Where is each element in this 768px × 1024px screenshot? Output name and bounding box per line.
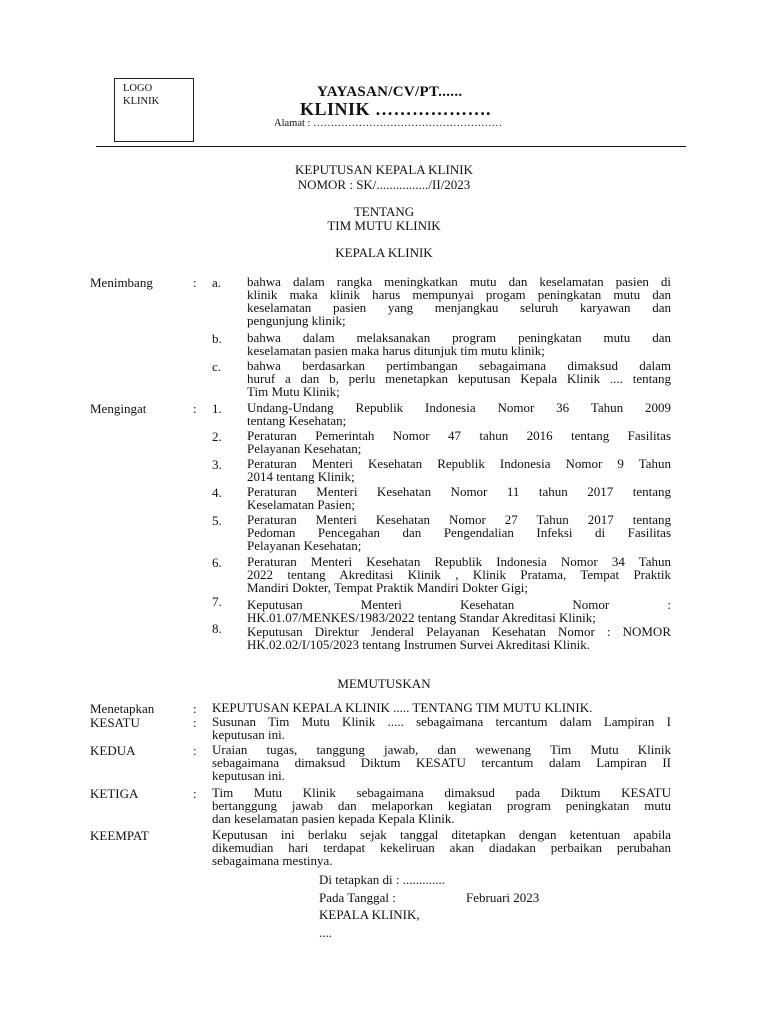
- text-line: klinik maka klinik harus mempunyai progam peningkatan mutu dan: [247, 287, 671, 302]
- text-line: bahwa berdasarkan pertimbangan sebagaimana dimaksud dalam: [247, 358, 671, 373]
- text-line: keputusan ini.: [212, 768, 285, 783]
- mengingat-item-4: [247, 485, 671, 511]
- text-line: Keselamatan Pasien;: [247, 497, 355, 512]
- text-line: 2022 tentang Akreditasi Klinik , Klinik Pratama, Tempat Praktik: [247, 567, 671, 582]
- text-line: pengunjung klinik;: [247, 313, 346, 328]
- header-divider: [96, 146, 686, 147]
- text-line: Peraturan Menteri Kesehatan Nomor 27 Tahun 2017 tentang: [247, 512, 671, 527]
- text-line: dan keselamatan pasien kepada Kepala Klinik.: [212, 811, 455, 826]
- text-line: dikemudian hari terdapat kekeliruan akan diadakan perbaikan perubahan: [212, 840, 671, 855]
- memutuskan-heading: MEMUTUSKAN: [337, 676, 431, 691]
- decision-text-ketiga: [212, 786, 671, 825]
- decision-text-keempat: [212, 828, 671, 867]
- text-line: bahwa dalam melaksanakan program peningkatan mutu dan: [247, 330, 671, 345]
- mengingat-item-5: [247, 513, 671, 552]
- text-line: bahwa dalam rangka meningkatkan mutu dan keselamatan pasien di: [247, 274, 671, 289]
- text-line: Mandiri Dokter, Tempat Praktik Mandiri Dokter Gigi;: [247, 580, 529, 595]
- text-line: keputusan ini.: [212, 727, 285, 742]
- decision-text-kesatu: [212, 715, 671, 741]
- decision-label-menetapkan: Menetapkan: [90, 701, 155, 716]
- list-marker: 7.: [212, 594, 222, 609]
- clinic-address: Alamat : ………………………………………………: [274, 118, 503, 129]
- logo-label-clinic: KLINIK: [123, 96, 160, 107]
- text-line: Keputusan Direktur Jenderal Pelayanan Kesehatan Nomor : NOMOR: [247, 624, 671, 639]
- issuer-heading: KEPALA KLINIK: [335, 245, 433, 260]
- list-marker: 3.: [212, 457, 222, 472]
- text-line: bertanggung jawab dan melaporkan kegiatan program peningkatan mutu: [212, 798, 671, 813]
- decision-label-kesatu: KESATU: [90, 715, 140, 730]
- decision-text-kedua: [212, 743, 671, 782]
- clinic-logo-placeholder: [114, 78, 194, 142]
- decree-number: NOMOR : SK/................/II/2023: [297, 177, 471, 192]
- text-line: keselamatan pasien yang menjangkau seluruh karyawan dan: [247, 300, 671, 315]
- text-line: KEPUTUSAN KEPALA KLINIK ..... TENTANG TIM MUTU KLINIK.: [212, 700, 593, 715]
- text-line: Tim Mutu Klinik;: [247, 384, 340, 399]
- mengingat-item-1: [247, 401, 671, 427]
- text-line: Tim Mutu Klinik sebagaimana dimaksud pada Diktum KESATU: [212, 785, 671, 800]
- mengingat-item-7: [247, 598, 671, 624]
- text-line: Pedoman Pencegahan dan Pengendalian Infeksi di Fasilitas: [247, 525, 671, 540]
- list-marker: 5.: [212, 513, 222, 528]
- menimbang-item-a: [247, 275, 671, 327]
- decision-colon: :: [193, 786, 197, 801]
- decision-colon: :: [193, 715, 197, 730]
- list-marker: b.: [212, 331, 222, 346]
- list-marker: 4.: [212, 485, 222, 500]
- text-line: Pelayanan Kesehatan;: [247, 538, 362, 553]
- signature-place: Di tetapkan di : .............: [319, 872, 446, 887]
- mengingat-item-2: [247, 429, 671, 455]
- decree-subject: TIM MUTU KLINIK: [327, 218, 441, 233]
- mengingat-item-3: [247, 457, 671, 483]
- clinic-name: KLINIK ……………….: [300, 99, 492, 119]
- list-marker: 1.: [212, 401, 222, 416]
- text-line: HK.02.02/I/105/2023 tentang Instrumen Survei Akreditasi Klinik.: [247, 637, 591, 652]
- text-line: Uraian tugas, tanggung jawab, dan wewenang Tim Mutu Klinik: [212, 742, 671, 757]
- text-line: keselamatan pasien maka harus ditunjuk tim mutu klinik;: [247, 343, 545, 358]
- signature-date-value: Februari 2023: [466, 890, 540, 905]
- text-line: Peraturan Pemerintah Nomor 47 tahun 2016 tentang Fasilitas: [247, 428, 671, 443]
- mengingat-colon: :: [193, 401, 197, 416]
- menimbang-colon: :: [193, 275, 197, 290]
- text-line: Pelayanan Kesehatan;: [247, 441, 362, 456]
- menimbang-label: Menimbang: [90, 275, 153, 290]
- menimbang-item-c: [247, 359, 671, 398]
- signature-title: KEPALA KLINIK,: [319, 907, 420, 922]
- mengingat-item-6: [247, 555, 671, 594]
- signature-name: ....: [319, 925, 332, 940]
- text-line: Peraturan Menteri Kesehatan Republik Indonesia Nomor 9 Tahun: [247, 456, 671, 471]
- list-marker: 6.: [212, 555, 222, 570]
- text-line: sebagaimana mestinya.: [212, 853, 333, 868]
- list-marker: 2.: [212, 429, 222, 444]
- text-line: 2014 tentang Klinik;: [247, 469, 355, 484]
- decree-title: KEPUTUSAN KEPALA KLINIK: [295, 162, 473, 177]
- list-marker: c.: [212, 359, 222, 374]
- mengingat-label: Mengingat: [90, 401, 147, 416]
- decision-label-keempat: KEEMPAT: [90, 828, 149, 843]
- decision-label-ketiga: KETIGA: [90, 786, 139, 801]
- decision-text-menetapkan: [212, 701, 671, 714]
- text-line: Undang-Undang Republik Indonesia Nomor 36 Tahun 2009: [247, 400, 671, 415]
- text-line: tentang Kesehatan;: [247, 413, 347, 428]
- list-marker: 8.: [212, 621, 222, 636]
- text-line: Susunan Tim Mutu Klinik ..... sebagaimana tercantum dalam Lampiran I: [212, 714, 671, 729]
- signature-date-label: Pada Tanggal :: [319, 890, 396, 905]
- text-line: Keputusan Menteri Kesehatan Nomor :: [247, 597, 671, 612]
- mengingat-item-8: [247, 625, 671, 651]
- decision-colon: :: [193, 701, 197, 716]
- logo-label: LOGO: [123, 83, 153, 94]
- tentang-heading: TENTANG: [353, 204, 415, 219]
- text-line: huruf a dan b, perlu menetapkan keputusan Kepala Klinik .... tentang: [247, 371, 671, 386]
- list-marker: a.: [212, 275, 222, 290]
- text-line: Peraturan Menteri Kesehatan Nomor 11 tahun 2017 tentang: [247, 484, 671, 499]
- organization-name: YAYASAN/CV/PT......: [317, 84, 463, 100]
- text-line: HK.01.07/MENKES/1983/2022 tentang Standar Akreditasi Klinik;: [247, 610, 596, 625]
- menimbang-item-b: [247, 331, 671, 357]
- decision-label-kedua: KEDUA: [90, 743, 136, 758]
- text-line: sebagaimana dimaksud Diktum KESATU tercantum dalam Lampiran II: [212, 755, 671, 770]
- text-line: Peraturan Menteri Kesehatan Republik Indonesia Nomor 34 Tahun: [247, 554, 671, 569]
- text-line: Keputusan ini berlaku sejak tanggal ditetapkan dengan ketentuan apabila: [212, 827, 671, 842]
- decision-colon: :: [193, 743, 197, 758]
